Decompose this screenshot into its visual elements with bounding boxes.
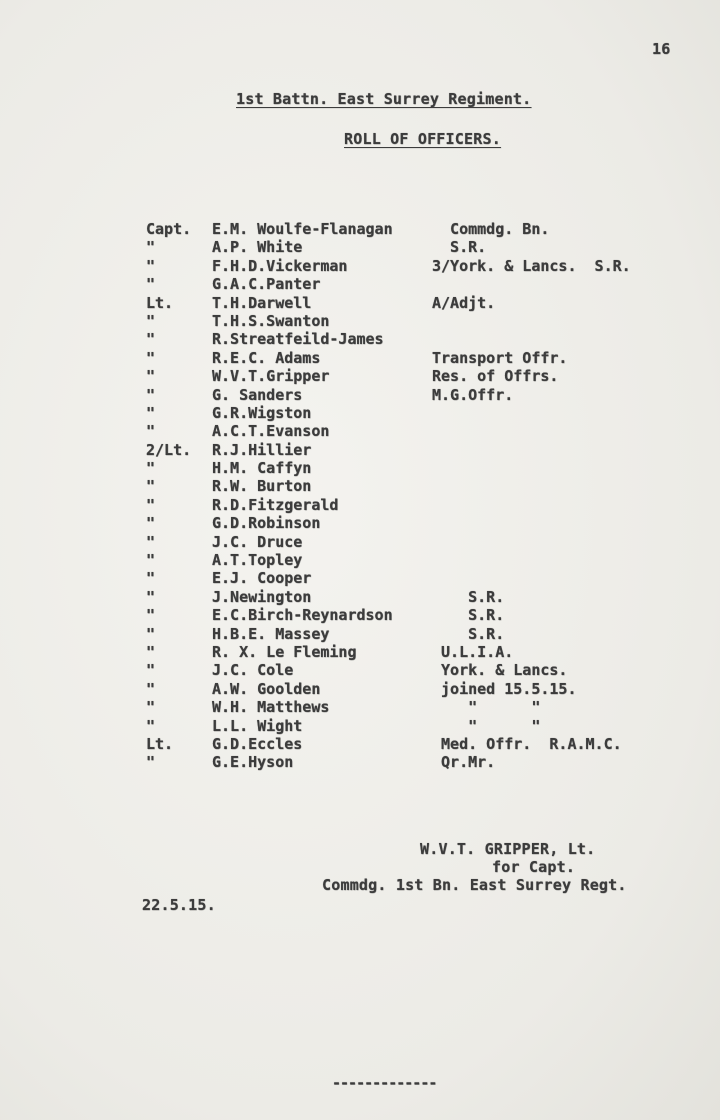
officer-role: S.R. bbox=[432, 238, 487, 257]
officer-rank: 2/Lt. bbox=[146, 440, 192, 459]
officer-row bbox=[146, 257, 706, 275]
officer-row bbox=[146, 606, 706, 624]
officer-rank: " bbox=[146, 238, 156, 257]
officer-name: E.M. Woulfe-Flanagan bbox=[212, 220, 393, 238]
officer-name: E.J. Cooper bbox=[212, 569, 312, 588]
document-date: 22.5.15. bbox=[142, 896, 216, 914]
officer-rank: " bbox=[146, 661, 156, 680]
end-rule: ------------- bbox=[332, 1074, 437, 1092]
officer-role: joined 15.5.15. bbox=[432, 679, 577, 698]
officer-role: Qr.Mr. bbox=[432, 753, 496, 772]
officer-rank: " bbox=[146, 311, 156, 330]
officer-row bbox=[146, 367, 706, 385]
officer-row bbox=[146, 294, 706, 312]
officer-name: R.W. Burton bbox=[212, 477, 312, 496]
officer-rank: " bbox=[146, 551, 156, 570]
signatory-for: for Capt. bbox=[492, 858, 576, 876]
officer-name: R.E.C. Adams bbox=[212, 348, 321, 367]
officer-name: T.H.S.Swanton bbox=[212, 311, 330, 330]
officer-row bbox=[146, 643, 706, 661]
officer-rank: " bbox=[146, 275, 156, 294]
officer-row bbox=[146, 386, 706, 404]
officer-row bbox=[146, 533, 706, 551]
officer-row bbox=[146, 588, 706, 606]
officer-row bbox=[146, 496, 706, 514]
officer-row bbox=[146, 753, 706, 771]
officer-row bbox=[146, 698, 706, 716]
officer-role: Res. of Offrs. bbox=[432, 367, 559, 386]
officer-name: R.D.Fitzgerald bbox=[212, 495, 339, 514]
officer-name: G.A.C.Panter bbox=[212, 275, 321, 294]
officer-name: W.H. Matthews bbox=[212, 698, 330, 717]
officer-rank: " bbox=[146, 624, 156, 643]
officer-name: L.L. Wight bbox=[212, 716, 303, 735]
officer-name: G.E.Hyson bbox=[212, 753, 294, 772]
signatory-unit: Commdg. 1st Bn. East Surrey Regt. bbox=[322, 876, 627, 894]
officer-name: J.C. Cole bbox=[212, 661, 294, 680]
officer-name: J.Newington bbox=[212, 587, 312, 606]
officer-role: York. & Lancs. bbox=[432, 661, 568, 680]
officer-row bbox=[146, 441, 706, 459]
officer-row bbox=[146, 238, 706, 256]
officer-row bbox=[146, 514, 706, 532]
officer-role: Med. Offr. R.A.M.C. bbox=[432, 734, 622, 753]
officer-rank: " bbox=[146, 569, 156, 588]
officer-role: M.G.Offr. bbox=[432, 385, 514, 404]
officer-row bbox=[146, 735, 706, 753]
officer-row bbox=[146, 459, 706, 477]
officer-name: A.T.Topley bbox=[212, 551, 303, 570]
officer-rank: " bbox=[146, 385, 156, 404]
officer-name: G. Sanders bbox=[212, 385, 303, 404]
officer-rank: " bbox=[146, 532, 156, 551]
officer-role: Commdg. Bn. bbox=[432, 220, 550, 238]
officer-rank: " bbox=[146, 587, 156, 606]
officer-row bbox=[146, 404, 706, 422]
officer-rank: " bbox=[146, 642, 156, 661]
officer-name: A.W. Goolden bbox=[212, 679, 321, 698]
signatory-name: W.V.T. GRIPPER, Lt. bbox=[420, 840, 596, 858]
officer-name: R. X. Le Fleming bbox=[212, 642, 357, 661]
officer-row bbox=[146, 349, 706, 367]
officer-rank: " bbox=[146, 679, 156, 698]
officer-row bbox=[146, 680, 706, 698]
officer-rank: " bbox=[146, 256, 156, 275]
officer-rank: " bbox=[146, 477, 156, 496]
officer-role: S.R. bbox=[432, 587, 505, 606]
officer-role: A/Adjt. bbox=[432, 293, 496, 312]
officer-name: A.P. White bbox=[212, 238, 303, 257]
officer-row bbox=[146, 551, 706, 569]
page-number: 16 bbox=[652, 40, 671, 58]
officer-rank: Lt. bbox=[146, 734, 174, 753]
officer-row bbox=[146, 477, 706, 495]
officer-rank: " bbox=[146, 422, 156, 441]
officer-row bbox=[146, 422, 706, 440]
officer-roll bbox=[146, 220, 706, 772]
officer-name: T.H.Darwell bbox=[212, 293, 312, 312]
unit-heading: 1st Battn. East Surrey Regiment. bbox=[236, 90, 532, 108]
officer-name: R.J.Hillier bbox=[212, 440, 312, 459]
officer-rank: " bbox=[146, 753, 156, 772]
officer-name: R.Streatfeild-James bbox=[212, 330, 384, 349]
officer-role: " " bbox=[432, 716, 541, 735]
officer-row bbox=[146, 220, 706, 238]
officer-row bbox=[146, 625, 706, 643]
officer-rank: " bbox=[146, 716, 156, 735]
officer-name: F.H.D.Vickerman bbox=[212, 256, 348, 275]
officer-name: A.C.T.Evanson bbox=[212, 422, 330, 441]
officer-row bbox=[146, 661, 706, 679]
roll-title: ROLL OF OFFICERS. bbox=[344, 130, 501, 148]
officer-role: Transport Offr. bbox=[432, 348, 568, 367]
officer-name: H.M. Caffyn bbox=[212, 459, 312, 478]
officer-name: E.C.Birch-Reynardson bbox=[212, 606, 393, 625]
officer-name: G.D.Eccles bbox=[212, 734, 303, 753]
officer-role: S.R. bbox=[432, 624, 505, 643]
officer-rank: " bbox=[146, 403, 156, 422]
officer-name: H.B.E. Massey bbox=[212, 624, 330, 643]
officer-rank: " bbox=[146, 459, 156, 478]
officer-name: G.R.Wigston bbox=[212, 403, 312, 422]
officer-row bbox=[146, 569, 706, 587]
officer-name: J.C. Druce bbox=[212, 532, 303, 551]
officer-rank: " bbox=[146, 348, 156, 367]
officer-rank: " bbox=[146, 367, 156, 386]
officer-role: " " bbox=[432, 698, 541, 717]
officer-role: U.L.I.A. bbox=[432, 642, 514, 661]
officer-row bbox=[146, 717, 706, 735]
officer-role: 3/York. & Lancs. S.R. bbox=[432, 256, 631, 275]
officer-rank: " bbox=[146, 495, 156, 514]
officer-row bbox=[146, 312, 706, 330]
officer-role: S.R. bbox=[432, 606, 505, 625]
officer-rank: Lt. bbox=[146, 293, 174, 312]
officer-name: W.V.T.Gripper bbox=[212, 367, 330, 386]
officer-rank: Capt. bbox=[146, 220, 192, 238]
officer-rank: " bbox=[146, 330, 156, 349]
officer-rank: " bbox=[146, 698, 156, 717]
officer-name: G.D.Robinson bbox=[212, 514, 321, 533]
officer-rank: " bbox=[146, 514, 156, 533]
officer-row bbox=[146, 330, 706, 348]
officer-rank: " bbox=[146, 606, 156, 625]
officer-row bbox=[146, 275, 706, 293]
